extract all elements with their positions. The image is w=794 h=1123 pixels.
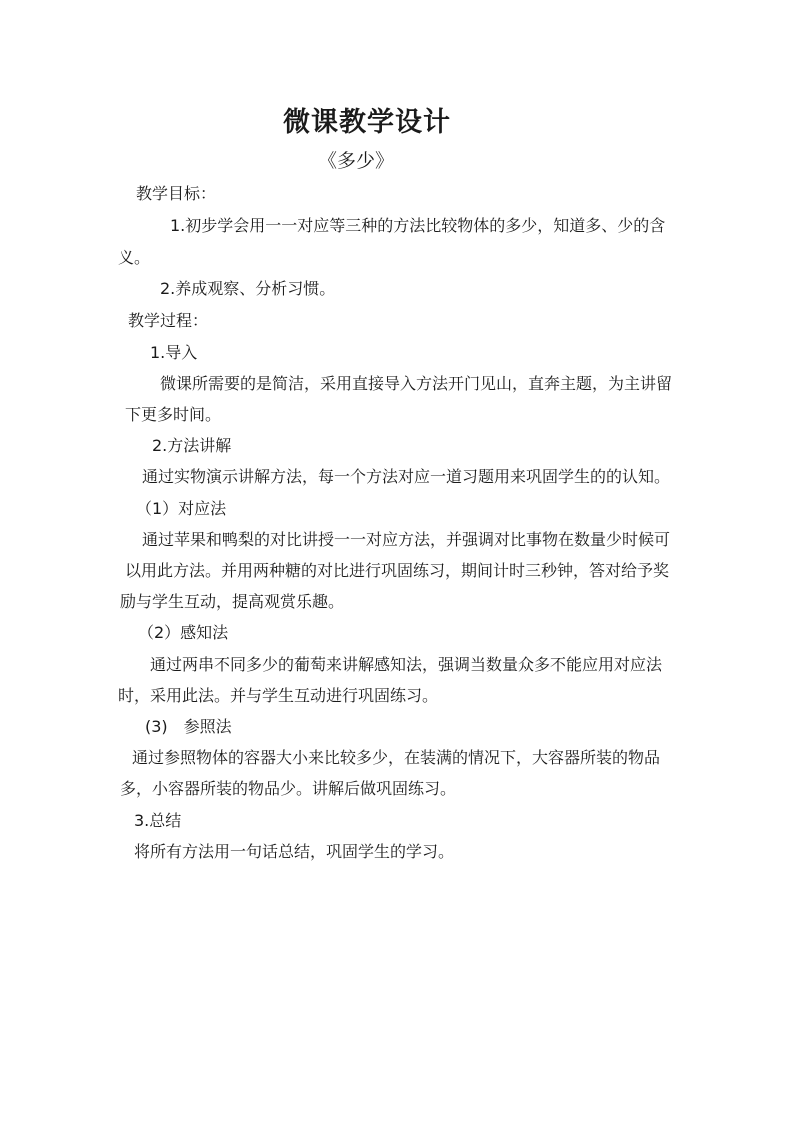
- step-1-text-line-2: 下更多时间。: [125, 405, 222, 424]
- document-title: 微课教学设计: [283, 107, 451, 138]
- method-1-heading: （1）对应法: [136, 499, 227, 518]
- step-3-text: 将所有方法用一句话总结，巩固学生的学习。: [134, 842, 455, 861]
- method-1-text-line-2: 以用此方法。并用两种糖的对比进行巩固练习，期间计时三秒钟，答对给予奖: [125, 561, 670, 580]
- step-1-heading: 1.导入: [150, 343, 198, 362]
- step-1-text-line-1: 微课所需要的是简洁，采用直接导入方法开门见山，直奔主题，为主讲留: [160, 374, 673, 393]
- objective-1-line-1: 1.初步学会用一一对应等三种的方法比较物体的多少，知道多、少的含: [170, 216, 666, 235]
- objective-1-line-2: 义。: [118, 248, 151, 267]
- method-3-text-line-1: 通过参照物体的容器大小来比较多少，在装满的情况下，大容器所装的物品: [132, 748, 661, 767]
- method-2-heading: （2）感知法: [138, 623, 229, 642]
- method-3-heading: (3) 参照法: [145, 717, 232, 736]
- step-3-heading: 3.总结: [134, 811, 182, 830]
- step-2-text: 通过实物演示讲解方法，每一个方法对应一道习题用来巩固学生的的认知。: [142, 467, 671, 486]
- document-subtitle: 《多少》: [317, 150, 394, 172]
- section-heading-process: 教学过程：: [128, 311, 209, 330]
- method-2-text-line-1: 通过两串不同多少的葡萄来讲解感知法，强调当数量众多不能应用对应法: [150, 655, 663, 674]
- method-2-text-line-2: 时，采用此法。并与学生互动进行巩固练习。: [118, 686, 439, 705]
- method-1-text-line-1: 通过苹果和鸭梨的对比讲授一一对应方法，并强调对比事物在数量少时候可: [142, 530, 671, 549]
- objective-2: 2.养成观察、分析习惯。: [160, 279, 336, 298]
- method-3-text-line-2: 多，小容器所装的物品少。讲解后做巩固练习。: [120, 779, 457, 798]
- section-heading-objectives: 教学目标：: [136, 184, 217, 203]
- step-2-heading: 2.方法讲解: [152, 436, 232, 455]
- method-1-text-line-3: 励与学生互动，提高观赏乐趣。: [120, 592, 345, 611]
